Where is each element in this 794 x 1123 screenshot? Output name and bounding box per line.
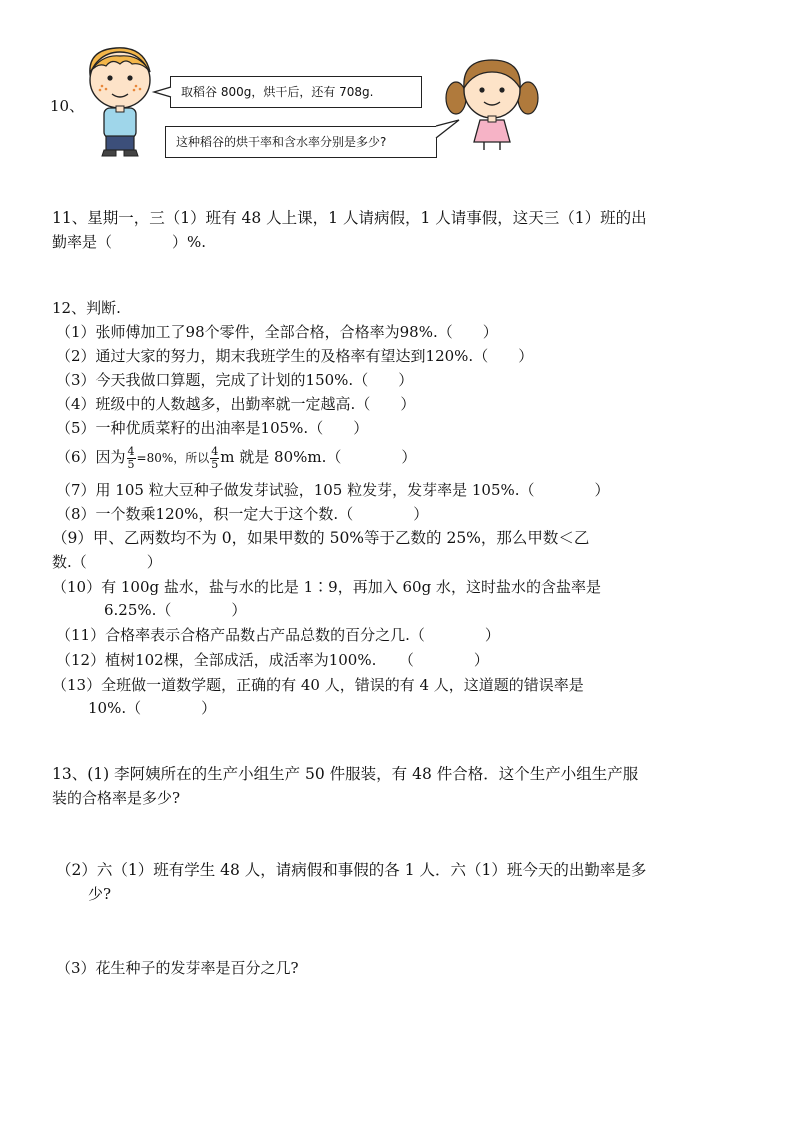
q12-title: 12、判断. [52,299,121,317]
q13-part1-line2: 装的合格率是多少? [52,789,181,807]
q12-item-9-line2: 数.（ ） [52,553,162,571]
item6-prefix: （6）因为 [56,448,126,466]
boy-illustration [82,44,160,160]
frac2-denominator: 5 [211,457,219,471]
q12-item-5: （5）一种优质菜籽的出油率是105%.（ ） [56,419,369,437]
item6-equals: =80%，所以 [136,451,210,465]
q12-item-8: （8）一个数乘120%，积一定大于这个数.（ ） [56,505,429,523]
q13-part1-line1: 13、(1) 李阿姨所在的生产小组生产 50 件服装，有 48 件合格．这个生产小组生产服 [52,765,639,783]
q12-item-11: （11）合格率表示合格产品数占产品总数的百分之几.（ ） [56,626,500,644]
q11-line2: 勤率是（ ）%. [52,233,207,251]
fraction-four-fifths-2 [210,446,219,471]
q10-number: 10、 [50,97,85,115]
q12-item-1: （1）张师傅加工了98个零件，全部合格，合格率为98%.（ ） [56,323,498,341]
q12-item-10-line1: （10）有 100g 盐水，盐与水的比是 1∶9，再加入 60g 水，这时盐水的含盐率是 [52,578,601,596]
q12-item-13-line1: （13）全班做一道数学题，正确的有 40 人，错误的有 4 人，这道题的错误率是 [52,676,584,694]
q13-part2-line2: 少? [88,885,112,903]
q12-item-3: （3）今天我做口算题，完成了计划的150%.（ ） [56,371,414,389]
q13-part3: （3）花生种子的发芽率是百分之几? [56,959,299,977]
q11-line1: 11、星期一，三（1）班有 48 人上课，1 人请病假，1 人请事假，这天三（1）班的出 [52,209,647,227]
q12-item-12: （12）植树102棵，全部成活，成活率为100%. （ ） [56,651,489,669]
q12-item-2: （2）通过大家的努力，期末我班学生的及格率有望达到120%.（ ） [56,347,534,365]
q12-item-6 [56,442,416,473]
girl-speech-bubble: 这种稻谷的烘干率和含水率分别是多少? [165,126,437,158]
q12-item-4: （4）班级中的人数越多，出勤率就一定越高.（ ） [56,395,416,413]
fraction-four-fifths [127,446,136,471]
q12-item-9-line1: （9）甲、乙两数均不为 0，如果甲数的 50%等于乙数的 25%，那么甲数＜乙 [52,529,590,547]
frac2-numerator: 4 [211,444,219,458]
girl-illustration [444,54,540,154]
q12-item-10-line2: 6.25%.（ ） [104,601,247,619]
q12-item-7: （7）用 105 粒大豆种子做发芽试验，105 粒发芽，发芽率是 105%.（ ） [56,481,610,499]
q12-item-13-line2: 10%.（ ） [88,699,217,717]
item6-suffix: m 就是 80%m.（ ） [220,448,417,466]
q13-part2-line1: （2）六（1）班有学生 48 人，请病假和事假的各 1 人．六（1）班今天的出勤率是多 [56,861,647,879]
frac-denominator: 5 [127,457,135,471]
boy-speech-bubble: 取稻谷 800g，烘干后，还有 708g. [170,76,422,108]
boy-bubble-tail [152,86,172,98]
frac-numerator: 4 [127,444,135,458]
